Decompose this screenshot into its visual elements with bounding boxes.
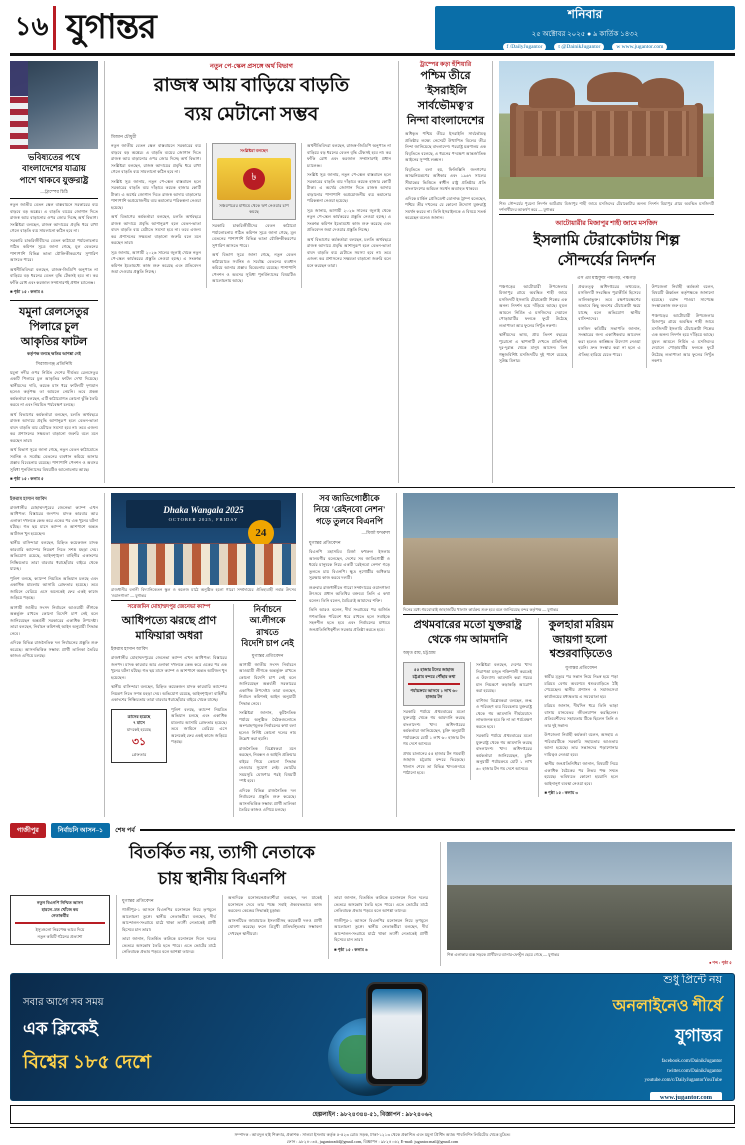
wangala-subtitle: OCTOBER 2025, FRIDAY (168, 517, 239, 523)
gz-fact-3: নেতাকর্মীর (51, 913, 69, 919)
wheat-headline-2: থেকে গম আমদানি (427, 633, 508, 646)
middle-section (10, 493, 735, 817)
lead-p1: নতুন জাতীয় বেতন স্কেল বাস্তবায়নে সরকারের ব্যয় বাড়বে বড় অঙ্কের। এ বাড়তি ব্যয়ের জোগান দিতে রাজস্ব আয় বাড়ানোর ওপর জোর দিচ্ছে অর্থ বিভাগ। সংশ্লিষ্টরা বলছেন, রাজস্ব আদায়ের প্রবৃদ্ধি ধরে রাখা গেলে বাড়তি ব্যয় সামলানো কঠিন হবে না। (111, 143, 201, 175)
mosque-photo (499, 61, 714, 199)
wheat-p5: সরকারি পর্যায়ে প্রথমবারের মতো যুক্তরাষ্ট্র থেকে গম আমদানি করছে বাংলাদেশ। খাদ্য অধিদপ্তরের কর্মকর্তারা জানিয়েছেন, চুক্তি অনুযায়ী পর্যায়ক্রমে মোট ১ লাখ ৬০ হাজার টন গম দেশে আসবে। (476, 733, 532, 771)
gz-byline: যুগান্তর প্রতিবেদন (122, 898, 154, 904)
lead-p7: অর্থনীতিবিদরা বলছেন, রাজস্ব-জিডিপি অনুপাত না বাড়িয়ে বড় ধরনের বেতন বৃদ্ধি টেকসই হবে না। কর ফাঁকি রোধ এবং করজাল সম্প্রসারণই প্রধান চ্যালেঞ্জ। (307, 143, 391, 168)
mid1-p3: পুলিশ বলছে, ক্যাম্পে নিয়মিত অভিযান চলছে এবং একাধিক মামলায় আসামি গ্রেফতার হয়েছে। তবে জামিনে বেরিয়ে এসে অনেকেই ফের একই কাজে জড়িয়ে পড়ছে। (10, 575, 98, 601)
wheat-ship-photo (403, 493, 618, 605)
mid1-byline: ইকরাম হাসান আবিদ (10, 495, 47, 501)
ep-p1: আগামী জাতীয় সংসদ নির্বাচনে আওয়ামী লীগকে অন্তর্ভুক্ত রাখতে কোনো বিদেশি চাপ নেই বলে জানিয়েছেন অন্তর্বর্তী সরকারের একাধিক উপদেষ্টা। তারা বলছেন, নির্বাচন কমিশনই আইন অনুযায়ী সিদ্ধান্ত নেবে। (238, 661, 296, 706)
ng-fact-5: গ্রেফতার (131, 751, 147, 757)
dome-right-icon (638, 78, 684, 108)
wheat-story (403, 618, 532, 797)
website-link[interactable]: w www.jugantor.com (612, 43, 667, 51)
maryam-headline-3: শ্বশুরবাড়িতেও (549, 648, 613, 661)
lead-p2: সংশ্লিষ্ট সূত্র জানায়, নতুন পে-স্কেল বাস্তবায়ন হলে সরকারের বাড়তি ব্যয় দাঁড়াবে কয়েক হাজার কোটি টাকা। এ অর্থের জোগান দিতে রাজস্ব আদায় বাড়ানোর পাশাপাশি অপ্রয়োজনীয় ব্যয় কমানোর পরিকল্পনা নেওয়া হয়েছে। (111, 178, 201, 210)
gazipur-street-photo (447, 842, 732, 950)
ad-right-text (504, 974, 734, 1100)
jamuna-body (10, 370, 98, 474)
tc-p3: প্রত্নতত্ত্ব অধিদপ্তরের তথ্যমতে, মসজিদটি সংরক্ষিত পুরাকীর্তি হিসেবে তালিকাভুক্ত। তবে রক্ষণাবেক্ষণের অভাবে কিছু অংশের টেরাকোটা ক্ষয়ে যাচ্ছে বলে অভিযোগ স্থানীয় বাসিন্দাদের। (578, 283, 641, 321)
tc-p6: পঞ্চগড়ের আটোয়ারী উপজেলার মিজাপুর গ্রামে অবস্থিত শাহী জামে মসজিদটি ইসলামি টেরাকোটা শিল্পের এক অনন্য নিদর্শন হয়ে দাঁড়িয়ে আছে। মুঘল আমলে নির্মিত এ মসজিদের দেয়ালে পোড়ামাটির ফলকে ফুটে উঠেছে লতাপাতা আর ফুলের নিখুঁত নকশা। (651, 312, 715, 363)
top-section (10, 61, 735, 483)
tag-constituency[interactable]: নির্বাচনি আসন–১ (51, 823, 110, 838)
gz-fact-2: হারলে–মত খোঁজে কম (41, 906, 79, 912)
ng-kicker: সরেজমিন মোহাম্মদপুর জেনেভা ক্যাম্প (127, 603, 211, 610)
ad-line-1: সবার আগে সব সময় (23, 996, 104, 1008)
bnp-headline-1: সব জাতিগোষ্ঠীকে (319, 492, 380, 503)
mosque-body (516, 105, 697, 177)
wheat-byline: অমৃত রায়, চট্টগ্রাম (403, 650, 436, 656)
maryam-continued[interactable]: ■ পৃষ্ঠা ১৫ : কলাম ৩ (544, 790, 579, 796)
wangala-crowd (111, 544, 296, 584)
wb-headline-3: সার্বভৌমত্ব'র (417, 99, 474, 112)
gz-fact-4: ইস্যুগুলো নিরপেক্ষ ভাবে দিয়ে (35, 927, 85, 933)
maryam-p2: মরিয়ম জানান, দীর্ঘদিন ধরে তিনি ভাড়া বাসায় মানবেতর জীবনযাপন করছিলেন। প্রতিবেশীদের সহায়তায় টিকে ছিলেন তিনি ও তার দুই সন্তান। (544, 703, 618, 728)
left-column-body (10, 202, 98, 286)
gz-headline-2: চায় স্থানীয় বিএনপি (158, 868, 286, 888)
bnp-byline: যুগান্তর প্রতিবেদন (309, 540, 341, 546)
jamuna-story (10, 305, 98, 483)
lead-byline: মিজান চৌধুরী (111, 134, 137, 140)
wb-headline-4: নিন্দা বাংলাদেশের (406, 114, 485, 127)
masthead-date: ২৫ অক্টোবর ২০২৫ ● ৯ কার্তিক ১৪৩২ (531, 29, 639, 38)
para-1: নতুন জাতীয় বেতন স্কেল বাস্তবায়নে সরকারের ব্যয় বাড়বে বড় অঙ্কের। এ বাড়তি ব্যয়ের জোগান দিতে রাজস্ব আয় বাড়ানোর ওপর জোর দিচ্ছে অর্থ বিভাগ। সংশ্লিষ্টরা বলছেন, রাজস্ব আদায়ের প্রবৃদ্ধি ধরে রাখা গেলে বাড়তি ব্যয় সামলানো কঠিন হবে না। (10, 202, 98, 234)
ad-left-text (11, 974, 314, 1100)
lead-story (104, 61, 392, 483)
jamuna-headline-1: যমুনা রেলসেতুর (19, 305, 89, 318)
maryam-headline-2: জায়গা হলো ‍ (552, 633, 610, 646)
ng-fact-1: ত্রাসের হয়েছে (127, 713, 151, 719)
page-number: ১৬ (10, 6, 56, 50)
bnp-credit: —মির্জা ফখরুল (361, 530, 390, 536)
mid-col-1 (10, 493, 98, 817)
lead-p9: সূত্র জানায়, আগামী ২০২৬ সালের জুলাই থেকে নতুন পে-স্কেল কার্যকরের প্রস্তুতি নেওয়া হচ্ছে। এ সংক্রান্ত কমিশন ইতোমধ্যে কাজ শুরু করেছে এবং প্রতিবেদন জমা দেওয়ার প্রস্তুতি নিচ্ছে। (307, 207, 391, 233)
lead-kicker: নতুন পে-স্কেল প্রসঙ্গে অর্থ বিভাগ (210, 63, 293, 70)
gz-p3: অন্যদিকে মনোনয়নপ্রত্যাশীরা বলছেন, দল যাকেই মনোনয়ন দেবে তার পক্ষে সবাই ঐক্যবদ্ধভাবে কাজ করবেন। কেন্দ্রের সিদ্ধান্তই চূড়ান্ত। (228, 895, 322, 914)
mid1-p4: আগামী জাতীয় সংসদ নির্বাচনে আওয়ামী লীগকে অন্তর্ভুক্ত রাখতে কোনো বিদেশি চাপ নেই বলে জানিয়েছেন অন্তর্বর্তী সরকারের একাধিক উপদেষ্টা। তারা বলছেন, নির্বাচন কমিশনই আইন অনুযায়ী সিদ্ধান্ত নেবে। (10, 604, 98, 636)
ad-right-line-3: যুগান্তর (675, 1026, 722, 1046)
terracotta-col-2 (572, 284, 640, 368)
gz-col-2 (222, 895, 322, 959)
wheat-fact-2: পর্যায়ক্রমে আসবে ১ লাখ ৬০ হাজার টন (410, 688, 458, 700)
lead-p3: অর্থ বিভাগের কর্মকর্তারা বলছেন, চলতি অর্থবছরে রাজস্ব আদায়ে প্রবৃদ্ধি আশানুরূপ হলে বেতন-ভাতা বাবদ বাড়তি ব্যয় মেটাতে সমস্যা হবে না। তবে এজন্য কর প্রশাসনের সক্ষমতা বাড়ানো জরুরি বলে মনে করছেন তারা। (111, 214, 201, 246)
tc-p4: মসজিদ কমিটির সভাপতি জানান, সংস্কারের জন্য একাধিকবার আবেদন করা হলেও কাঙ্ক্ষিত উদ্যোগ নেওয়া হয়নি। দ্রুত সংস্কার করা না হলে এ ঐতিহ্য হারিয়ে যেতে পারে। (578, 325, 641, 357)
ng-fact-number: ৩১ (131, 735, 147, 748)
wheat-p3: সংশ্লিষ্টরা বলছেন, দেশের খাদ্য নিরাপত্তা মজুত শক্তিশালী করতেই এ উদ্যোগ। আমদানি করা গমের মান নিয়ন্ত্রণে কড়াকড়ি আরোপ করা হয়েছে। (476, 662, 532, 694)
lead-headline-1: রাজস্ব আয় বাড়িয়ে বাড়তি (153, 75, 350, 96)
gazipur-main (10, 842, 434, 967)
lead-p4: সূত্র জানায়, আগামী ২০২৬ সালের জুলাই থেকে নতুন পে-স্কেল কার্যকরের প্রস্তুতি নেওয়া হচ্ছে। এ সংক্রান্ত কমিশন ইতোমধ্যে কাজ শুরু করেছে এবং প্রতিবেদন জমা দেওয়ার প্রস্তুতি নিচ্ছে। (111, 249, 201, 275)
ad-line-3: বিশ্বের ১৮৫ দেশে (23, 1051, 151, 1073)
lead-p10: অর্থ বিভাগের কর্মকর্তারা বলছেন, চলতি অর্থবছরে রাজস্ব আদায়ে প্রবৃদ্ধি আশানুরূপ হলে বেতন-ভাতা বাবদ বাড়তি ব্যয় মেটাতে সমস্যা হবে না। তবে এজন্য কর প্রশাসনের সক্ষমতা বাড়ানো জরুরি বলে মনে করছেন তারা। (307, 236, 391, 268)
newspaper-logo (56, 6, 156, 50)
terracotta-headline-1: ইসলামি টেরাকোটায় শিল্প (533, 233, 680, 249)
gz-fact-1: নতুন বিএনপি নিশ্চিত আসন (36, 900, 84, 906)
gz-p5: তারা জানান, বিতর্কিত কাউকে মনোনয়ন দিলে দলের ভেতরে অসন্তোষ তৈরি হতে পারে। এতে ভোটের মাঠে নেতিবাচক প্রভাব পড়বে বলে আশঙ্কা তাদের। (334, 895, 428, 914)
colophon-line-2: ফোন : ৯৮২৪০৩৫, jugantoradd@gmail.com, বিজ্ঞাপন : ৯৮২৪০৬২ E-mail: jugantor.mail@gmail.com (286, 1139, 459, 1145)
bnp-p3: তিনি আরও বলেন, দীর্ঘ সংগ্রামের পর অর্জিত গণতান্ত্রিক পরিবেশ ধরে রাখতে হলে সবাইকে সহনশীল হতে হবে এবং নির্বাচনের মাধ্যমে জনপ্রতিনিধিত্বশীল সরকার প্রতিষ্ঠা করতে হবে। (309, 607, 390, 632)
mid1-p5: এদিকে বিভিন্ন রাজনৈতিক দল নির্বাচনের প্রস্তুতি শুরু করেছে। আসনভিত্তিক সম্ভাব্য প্রার্থী তালিকা তৈরির কাজও এগিয়ে চলছে। (10, 640, 98, 659)
lead-p8: সংশ্লিষ্ট সূত্র জানায়, নতুন পে-স্কেল বাস্তবায়ন হলে সরকারের বাড়তি ব্যয় দাঁড়াবে কয়েক হাজার কোটি টাকা। এ অর্থের জোগান দিতে রাজস্ব আদায় বাড়ানোর পাশাপাশি অপ্রয়োজনীয় ব্যয় কমানোর পরিকল্পনা নেওয়া হয়েছে। (307, 172, 391, 204)
caption-line-3: পাশে থাকবে যুক্তরাষ্ট্র (19, 174, 89, 185)
mid-right-block (396, 493, 618, 817)
wheat-p4: বাণিজ্য বিশ্লেষকরা বলছেন, শুল্ক ও পরিবহণ ব্যয় বিবেচনায় যুক্তরাষ্ট্র থেকে গম আমদানি দীর্ঘমেয়াদে লাভজনক হবে কি না তা পর্যবেক্ষণ করতে হবে। (476, 697, 532, 729)
ng-factbox (111, 709, 167, 763)
ad-social-list (504, 1057, 722, 1086)
wangala-block (104, 493, 296, 817)
lead-infobox (212, 143, 296, 220)
wheat-headline-1: প্রথমবারের মতো যুক্তরাষ্ট্র (413, 618, 522, 631)
trump-caption (10, 152, 98, 196)
narayanganj-story (111, 604, 227, 817)
gz-col-1 (116, 895, 216, 959)
gz-fact-5: নতুন কমিটি গঠনের প্রত্যাশা (37, 933, 83, 939)
jamuna-byline: সিরাজগঞ্জ প্রতিনিধি (35, 360, 73, 366)
terracotta-col-3 (646, 284, 714, 368)
mosque-photo-caption: শিশু সৌন্দর্যের পুরনো নিদর্শন আটগ্রাম মিজাপুর শাহী জামে মসজিদের টেরাকোটার অনন্য নিদর্শন মিয়াপুর গ্রামে অবস্থিত মসজিদটি দর্শনার্থীদের আকর্ষণ করে — যুগান্তর (499, 201, 714, 212)
hotline-bar: হেল্পলাইন : ৯৮২৪৩৪৪-৫১, বিজ্ঞাপন : ৯৮২৪০৬২ (10, 1105, 735, 1124)
ad-facebook[interactable]: facebook.com/DainikJugantor (661, 1059, 722, 1065)
jamuna-headline-2: পিলারে চুল (29, 320, 79, 333)
terracotta-col-1 (499, 284, 567, 368)
wangala-title: Dhaka Wangala 2025 (163, 505, 244, 516)
gz-p6: গাজীপুর-১ আসনে বিএনপির মনোনয়ন নিয়ে তৃণমূলে আলোচনা তুঙ্গে। স্থানীয় নেতাকর্মীরা বলছেন, দীর্ঘ আন্দোলন-সংগ্রামে মাঠে থাকা ত্যাগী নেতাকেই প্রার্থী হিসেবে চান তারা। (334, 917, 428, 943)
left-continued[interactable]: ■ পৃষ্ঠা ১৫ : কলাম ৪ (10, 289, 44, 295)
para-3: অর্থনীতিবিদরা বলছেন, রাজস্ব-জিডিপি অনুপাত না বাড়িয়ে বড় ধরনের বেতন বৃদ্ধি টেকসই হবে না। কর ফাঁকি রোধ এবং করজাল সম্প্রসারণই প্রধান চ্যালেঞ্জ। (10, 266, 98, 285)
jamuna-headline-3: আকৃতির ফাটল (20, 335, 88, 348)
tag-divider (140, 829, 735, 831)
ng-p2: স্থানীয় বাসিন্দারা বলছেন, চিহ্নিত কয়েকজন মাদক কারবারি ক্যাম্পের নিয়ন্ত্রণ নিতে সশস্ত্র মহড়া দেয়। অভিযোগ রয়েছে, আইনশৃঙ্খলা বাহিনীর একাংশের নিষ্ক্রিয়তায় তারা বারবার ধরাছোঁয়ার বাইরে থেকে যাচ্ছে। (111, 684, 227, 703)
ep-byline: যুগান্তর প্রতিবেদন (251, 652, 284, 658)
smartphone-icon (366, 982, 428, 1086)
wb-p3: এদিকে মার্কিন প্রেসিডেন্ট ডোনাল্ড ট্রাম্প বলেছেন, পশ্চিম তীর দখলের যে কোনো উদ্যোগ যুক্তরাষ্ট্র সমর্থন করবে না। তিনি ইসরাইলকে এ বিষয়ে সতর্ক করেছেন বলেও জানান। (405, 195, 486, 221)
left-column (10, 61, 98, 483)
wb-headline-2: 'ইসরাইলি (424, 84, 467, 97)
ep-headline-3: বিদেশি চাপ নেই (241, 638, 294, 649)
ng-headline-2: মাফিয়ারা অধরা (135, 629, 203, 642)
colophon (10, 1127, 735, 1145)
maryam-p1: স্বামীর মৃত্যুর পর সন্তান নিয়ে নিঃস্ব হয়ে পড়া মরিয়ম বেগম অবশেষে শ্বশুরবাড়িতে ঠাঁই পেয়েছেন। স্থানীয় প্রশাসন ও সমাজসেবা কার্যালয়ের মধ্যস্থতায় এ সমঝোতা হয়। (544, 674, 618, 699)
masthead-day: শনিবার (567, 6, 603, 21)
wheat-fact-1: ৫৫ হাজার টনের জাহাজ চট্টগ্রাম বন্দরে পৌঁছার কথা (412, 667, 456, 679)
wangala-photo (111, 493, 296, 585)
terracotta-byline: এস এম মাহফুজ পঞ্চগড়, পঞ্চগড় (577, 274, 636, 280)
bnp-headline-2: নিয়ে 'রেইনবো নেশন' (313, 504, 386, 515)
savings-certificate-graphic (217, 158, 291, 200)
ng-fact-3: মাদকেই হয়েছে (126, 726, 152, 732)
lead-col-2 (206, 143, 296, 287)
ad-youtube[interactable]: youtube.com/c/DailyJugantorYouTube (644, 1078, 722, 1084)
infobox-caption: সঞ্চয়পত্রের মাধ্যমে থেকে ঋণ নেওয়ার চাপ কমছে (219, 202, 289, 214)
masthead (10, 6, 735, 50)
logo-text: যুগান্তর (66, 9, 156, 46)
ep-headline-2: আ.লীগকে রাখতে (249, 615, 286, 637)
ep-p3: রাজনৈতিক বিশ্লেষকরা মনে করছেন, নিবন্ধন ও আইনি প্রক্রিয়ার বাইরে গিয়ে কোনো সিদ্ধান্ত নেওয়ার সুযোগ নেই। ভোটের সময়সূচি ঘোষণার পরই বিষয়টি স্পষ্ট হবে। (238, 745, 296, 784)
tc-p1: পঞ্চগড়ের আটোয়ারী উপজেলার মিজাপুর গ্রামে অবস্থিত শাহী জামে মসজিদটি ইসলামি টেরাকোটা শিল্পের এক অনন্য নিদর্শন হয়ে দাঁড়িয়ে আছে। মুঘল আমলে নির্মিত এ মসজিদের দেয়ালে পোড়ামাটির ফলকে ফুটে উঠেছে লতাপাতা আর ফুলের নিখুঁত নকশা। (499, 283, 568, 328)
jamuna-continued[interactable]: ■ পৃষ্ঠা ১৫ : কলাম ৫ (10, 476, 44, 482)
election-pressure-story (233, 604, 296, 817)
mosque-ground (499, 177, 714, 199)
wb-p1: অধিকৃত পশ্চিম তীরে ইসরাইলি সার্বভৌমত্ব প্রতিষ্ঠার লক্ষ্যে নেসেটে উত্থাপিত বিলের তীব্র নিন্দা জানিয়েছে বাংলাদেশ। পররাষ্ট্র মন্ত্রণালয় এক বিবৃতিতে বলেছে, এ ধরনের পদক্ষেপ আন্তর্জাতিক আইনের সুস্পষ্ট লঙ্ঘন। (405, 131, 486, 163)
gz-p2: তারা জানান, বিতর্কিত কাউকে মনোনয়ন দিলে দলের ভেতরে অসন্তোষ তৈরি হতে পারে। এতে ভোটের মাঠে নেতিবাচক প্রভাব পড়বে বলে আশঙ্কা তাদের। (122, 936, 216, 955)
gz-p4: আসনটিতে জামায়াতে ইসলামীসহ কয়েকটি দলও প্রার্থী ঘোষণা করেছে। ফলে ত্রিমুখী প্রতিদ্বন্দ্বিতার সম্ভাবনা দেখছেন স্থানীয়রা। (228, 917, 322, 936)
ad-website-button[interactable]: www.jugantor.com (650, 1092, 722, 1101)
lead-p6: অর্থ বিভাগ সূত্রে জানা গেছে, নতুন বেতন কাঠামোতে সর্বনিম্ন ও সর্বোচ্চ বেতনের ব্যবধান কমিয়ে আনার প্রস্তাব বিবেচনায় রয়েছে। পাশাপাশি পেনশন ও অবসর সুবিধা পুনর্বিন্যাসের বিষয়টিও আলোচনায় আছে। (212, 252, 296, 284)
ad-line-2: এক ক্লিকেই (23, 1018, 98, 1038)
wheat-p2: প্রথম চালানের ৫৫ হাজার টন গমবাহী জাহাজ চট্টগ্রাম বন্দরে ভিড়েছে। খালাস শেষে তা বিভিন্ন খাদ্যগুদামে পাঠানো হবে। (403, 750, 465, 776)
tag-gazipur[interactable]: গাজীপুর (10, 823, 46, 838)
ep-headline-1: নির্বাচনে (253, 603, 282, 614)
lead-col-1 (111, 143, 201, 287)
wheat-photo-caption: দিনের মধ্যে গমবোঝাই জাহাজটির খালাস কার্যক্রম শুরু হবে বলে জানিয়েছে বন্দর কর্তৃপক্ষ — যুগান্তর (403, 606, 559, 612)
wb-p2: বিবৃতিতে বলা হয়, ফিলিস্তিনি জনগণের আত্মনিয়ন্ত্রণের অধিকার এবং ১৯৬৭ সালের সীমান্তের ভিত্তিতে স্বাধীন রাষ্ট্র প্রতিষ্ঠার প্রতি বাংলাদেশের অবিচল সমর্থন অব্যাহত থাকবে। (405, 166, 486, 192)
maryam-story (538, 618, 618, 797)
gazipur-photo-block (440, 842, 732, 967)
caption-credit: —ট্রাম্পের চিঠি (40, 189, 68, 195)
gz-headline-1: বিতর্কিত নয়, ত্যাগী নেতাকে (129, 842, 315, 862)
jugantor-advertisement[interactable] (10, 973, 735, 1101)
gz-p1: গাজীপুর-১ আসনে বিএনপির মনোনয়ন নিয়ে তৃণমূলে আলোচনা তুঙ্গে। স্থানীয় নেতাকর্মীরা বলছেন, দীর্ঘ আন্দোলন-সংগ্রামে মাঠে থাকা ত্যাগী নেতাকেই প্রার্থী হিসেবে চান তারা। (122, 907, 216, 932)
gazipur-tag-strip (10, 823, 735, 838)
gazipur-section (10, 842, 735, 967)
us-flag-icon (10, 61, 28, 149)
mid1-p1: রাজধানীর মোহাম্মদপুরের জেনেভা ক্যাম্প এখন আধিপত্য বিস্তারের জনপদ। মাদক কারবার আর এলাকা দখলকে কেন্দ্র করে একের পর এক খুনের ঘটনা ঘটছে। গত ছয় মাসে ক্যাম্প ও আশপাশে অন্তত আটজন খুন হয়েছেন। (10, 504, 98, 536)
jamuna-para-3: অর্থ বিভাগ সূত্রে জানা গেছে, নতুন বেতন কাঠামোতে সর্বনিম্ন ও সর্বোচ্চ বেতনের ব্যবধান কমিয়ে আনার প্রস্তাব বিবেচনায় রয়েছে। পাশাপাশি পেনশন ও অবসর সুবিধা পুনর্বিন্যাসের বিষয়টিও আলোচনায় আছে। (10, 447, 98, 472)
ad-graphic (314, 974, 504, 1100)
ad-twitter[interactable]: twitter.com/DainikJugantor (667, 1068, 722, 1074)
ng-fact-2: ৭ মাসে (133, 720, 145, 726)
wheat-p1: সরকারি পর্যায়ে প্রথমবারের মতো যুক্তরাষ্ট্র থেকে গম আমদানি করছে বাংলাদেশ। খাদ্য অধিদপ্তরের কর্মকর্তারা জানিয়েছেন, চুক্তি অনুযায়ী পর্যায়ক্রমে মোট ১ লাখ ৬০ হাজার টন গম দেশে আসবে। (403, 708, 465, 747)
caption-line-1: ভবিষ্যতের পথে (28, 152, 80, 162)
masthead-date-block (435, 6, 735, 50)
para-2: সরকারি চাকরিজীবীদের বেতন কাঠামো পর্যালোচনায় গঠিত কমিশন সূত্রে জানা গেছে, মূল বেতনের পাশাপাশি বিভিন্ন ভাতা যৌক্তিকীকরণের সুপারিশ আসতে পারে। (10, 237, 98, 263)
wheat-factbox (403, 662, 465, 705)
gazipur-footer-tag[interactable]: ● শব্দ : পৃষ্ঠা ৫ (708, 959, 732, 965)
wangala-caption: রাজধানীর বনানী বিদ্যানিকেতন স্কুল ও কলেজ মাঠে অনুষ্ঠিত হলো গারো সম্প্রদায়ের ঐতিহ্যবাহী নবান্ন উৎসব 'ওয়ানগালা' — যুগান্তর (111, 586, 296, 598)
maryam-byline: যুগান্তর প্রতিবেদন (565, 665, 597, 671)
gz-continued[interactable]: ■ পৃষ্ঠা ১৫ : কলাম ৬ (334, 946, 368, 952)
maryam-p3: উপজেলা নির্বাহী কর্মকর্তা বলেন, অসহায় এ পরিবারটিকে সরকারি সহায়তার আওতায় আনা হয়েছে। তার সন্তানদের পড়াশোনার দায়িত্বও নেওয়া হবে। (544, 732, 618, 757)
tc-p5: উপজেলা নির্বাহী কর্মকর্তা বলেন, বিষয়টি ঊর্ধ্বতন কর্তৃপক্ষকে জানানো হয়েছে। বরাদ্দ পাওয়া সাপেক্ষে সংস্কারকাজ শুরু হবে। (651, 283, 715, 308)
terracotta-headline-2: সৌন্দর্যের নিদর্শন (557, 253, 656, 270)
west-bank-story (398, 61, 486, 483)
tc-p2: স্থানীয়দের ভাষ্য, প্রায় তিনশ বছরের পুরোনো এ স্থাপনাটি দেখতে প্রতিদিনই দূর-দূরান্ত থেকে মানুষ আসেন। তিন গম্বুজবিশিষ্ট মসজিদটির দুই পাশে রয়েছে সুউচ্চ মিনার। (499, 332, 568, 363)
dome-center-icon (587, 72, 643, 102)
infobox-title: সংশ্লিষ্টরা বলছেন (240, 148, 268, 154)
taka-icon: ৳ (243, 168, 265, 190)
bnp-p2: শুক্রবার রাজধানীতে গারো সম্প্রদায়ের ওয়ানগালা উৎসবে প্রধান অতিথির বক্তব্যে তিনি এ কথা বলেন। তিনি বলেন, বৈচিত্র্যই আমাদের শক্তি। (309, 584, 390, 603)
jamuna-subhead: কর্তৃপক্ষ বলছে ক্ষতির আশঙ্কা নেই (27, 351, 81, 357)
ng-p3: পুলিশ বলছে, ক্যাম্পে নিয়মিত অভিযান চলছে এবং একাধিক মামলায় আসামি গ্রেফতার হয়েছে। তবে জামিনে বেরিয়ে এসে অনেকেই ফের একই কাজে জড়িয়ে পড়ছে। (171, 706, 227, 745)
caption-line-2: বাংলাদেশের যাত্রায় (22, 163, 86, 174)
wangala-date-badge: 24 (248, 520, 274, 546)
gz-factbox-col (10, 895, 110, 959)
trump-portrait-photo (10, 61, 98, 149)
masthead-rule (10, 53, 735, 56)
ad-right-line-1: শুধু প্রিন্টে নয় (663, 974, 722, 987)
tag-final-part: শেষ পর্ব (115, 826, 135, 834)
colophon-line-1: সম্পাদক : আবদুল হাই শিকদার, প্রকাশক : সালমা ইসলাম কর্তৃক ৫-৫২৩ রোড সড়ক, ঢাকা-১২১৩ থেকে প্রকাশিত এবং যমুনা প্রিন্টিং অ্যান্ড পাবলিশিং লিমিটেড থেকে মুদ্রিত। (234, 1132, 511, 1138)
bnp-p1: বিএনপি মহাসচিব মির্জা ফখরুল ইসলাম আলমগীর বলেছেন, দেশের সব জাতিগোষ্ঠী ও ধর্মের মানুষকে নিয়ে একটি 'রেইনবো নেশন' গড়ে তুলতে চায় বিএনপি। ক্ষুদ্র নৃগোষ্ঠীর অধিকার সুরক্ষায় কাজ করবে দলটি। (309, 549, 390, 581)
ep-p4: এদিকে বিভিন্ন রাজনৈতিক দল নির্বাচনের প্রস্তুতি শুরু করেছে। আসনভিত্তিক সম্ভাব্য প্রার্থী তালিকা তৈরির কাজও এগিয়ে চলছে। (238, 787, 296, 813)
masthead-social-links (503, 43, 668, 51)
ng-headline-1: আধিপত্যে ঝরছে প্রাণ (121, 614, 217, 627)
facebook-link[interactable]: f /DailyJugantor (503, 43, 547, 51)
lead-col-3 (301, 143, 391, 287)
gz-factbox (10, 895, 110, 944)
ad-right-line-2: অনলাইনেও শীর্ষে (612, 998, 722, 1016)
ng-byline: ইকরাম হাসান আবিদ (111, 646, 148, 652)
bnp-story (302, 493, 390, 817)
terracotta-kicker: আটোয়ারীর মিজাপুর শাহী জামে মসজিদ (555, 220, 658, 227)
gz-col-3 (328, 895, 428, 959)
lead-p5: সরকারি চাকরিজীবীদের বেতন কাঠামো পর্যালোচনায় গঠিত কমিশন সূত্রে জানা গেছে, মূল বেতনের পাশাপাশি বিভিন্ন ভাতা যৌক্তিকীকরণের সুপারিশ আসতে পারে। (212, 223, 296, 248)
wb-kicker: ট্রাম্পের কড়া হুঁশিয়ারি (419, 62, 472, 68)
ep-p2: সংশ্লিষ্টরা জানান, কূটনৈতিক পর্যায়ে অনুষ্ঠিত বৈঠকগুলোতে অংশগ্রহণমূলক নির্বাচনের কথা বলা হলেও নির্দিষ্ট কোনো দলের নাম উল্লেখ করা হয়নি। (238, 710, 296, 742)
wb-headline-1: পশ্চিম তীরে (420, 70, 471, 83)
dome-left-icon (529, 78, 575, 108)
twitter-link[interactable]: t @DainikJugantor (554, 43, 604, 51)
terracotta-story (492, 61, 714, 483)
gazipur-photo-caption: শিল্প এলাকার ব্যস্ত সড়কে প্রার্থীদের ব্যানার-ফেস্টুন ছেয়ে গেছে — যুগান্তর (447, 951, 560, 957)
mid1-p2: স্থানীয় বাসিন্দারা বলছেন, চিহ্নিত কয়েকজন মাদক কারবারি ক্যাম্পের নিয়ন্ত্রণ নিতে সশস্ত্র মহড়া দেয়। অভিযোগ রয়েছে, আইনশৃঙ্খলা বাহিনীর একাংশের নিষ্ক্রিয়তায় তারা বারবার ধরাছোঁয়ার বাইরে থেকে যাচ্ছে। (10, 540, 98, 572)
ng-p1: রাজধানীর মোহাম্মদপুরের জেনেভা ক্যাম্প এখন আধিপত্য বিস্তারের জনপদ। মাদক কারবার আর এলাকা দখলকে কেন্দ্র করে একের পর এক খুনের ঘটনা ঘটছে। গত ছয় মাসে ক্যাম্প ও আশপাশে অন্তত আটজন খুন হয়েছেন। (111, 655, 227, 680)
lead-headline-2: ব্যয় মেটানো সম্ভব (184, 103, 319, 125)
jamuna-para-1: যমুনা নদীর ওপর নির্মিত দেশের দীর্ঘতম রেলসেতুর একটি পিলারে চুল আকৃতির ফাটল দেখা দিয়েছে। স্থানীয়দের দাবি, কয়েক মাস ধরে ফাটলটি দৃশ্যমান হলেও কর্তৃপক্ষ তা আমলে নেয়নি। তবে প্রকল্প কর্মকর্তারা বলছেন, এটি কাঠামোগত কোনো ঝুঁকি তৈরি করবে না এবং নিয়মিত পর্যবেক্ষণ চলছে। (10, 369, 98, 408)
maryam-p4: স্থানীয় জনপ্রতিনিধিরা জানান, বিষয়টি নিয়ে একাধিক বৈঠকের পর উভয় পক্ষ সম্মত হয়েছে। ভবিষ্যতে কোনো হয়রানি হলে আইনানুগ ব্যবস্থা নেওয়া হবে। (544, 761, 618, 786)
jamuna-para-2: অর্থ বিভাগের কর্মকর্তারা বলছেন, চলতি অর্থবছরে রাজস্ব আদায়ে প্রবৃদ্ধি আশানুরূপ হলে বেতন-ভাতা বাবদ বাড়তি ব্যয় মেটাতে সমস্যা হবে না। তবে এজন্য কর প্রশাসনের সক্ষমতা বাড়ানো জরুরি বলে মনে করছেন তারা। (10, 411, 98, 443)
bnp-headline-3: গড়ে তুলবে বিএনপি (315, 515, 384, 526)
maryam-headline-1: কুলহারা মরিয়ম (548, 618, 614, 631)
